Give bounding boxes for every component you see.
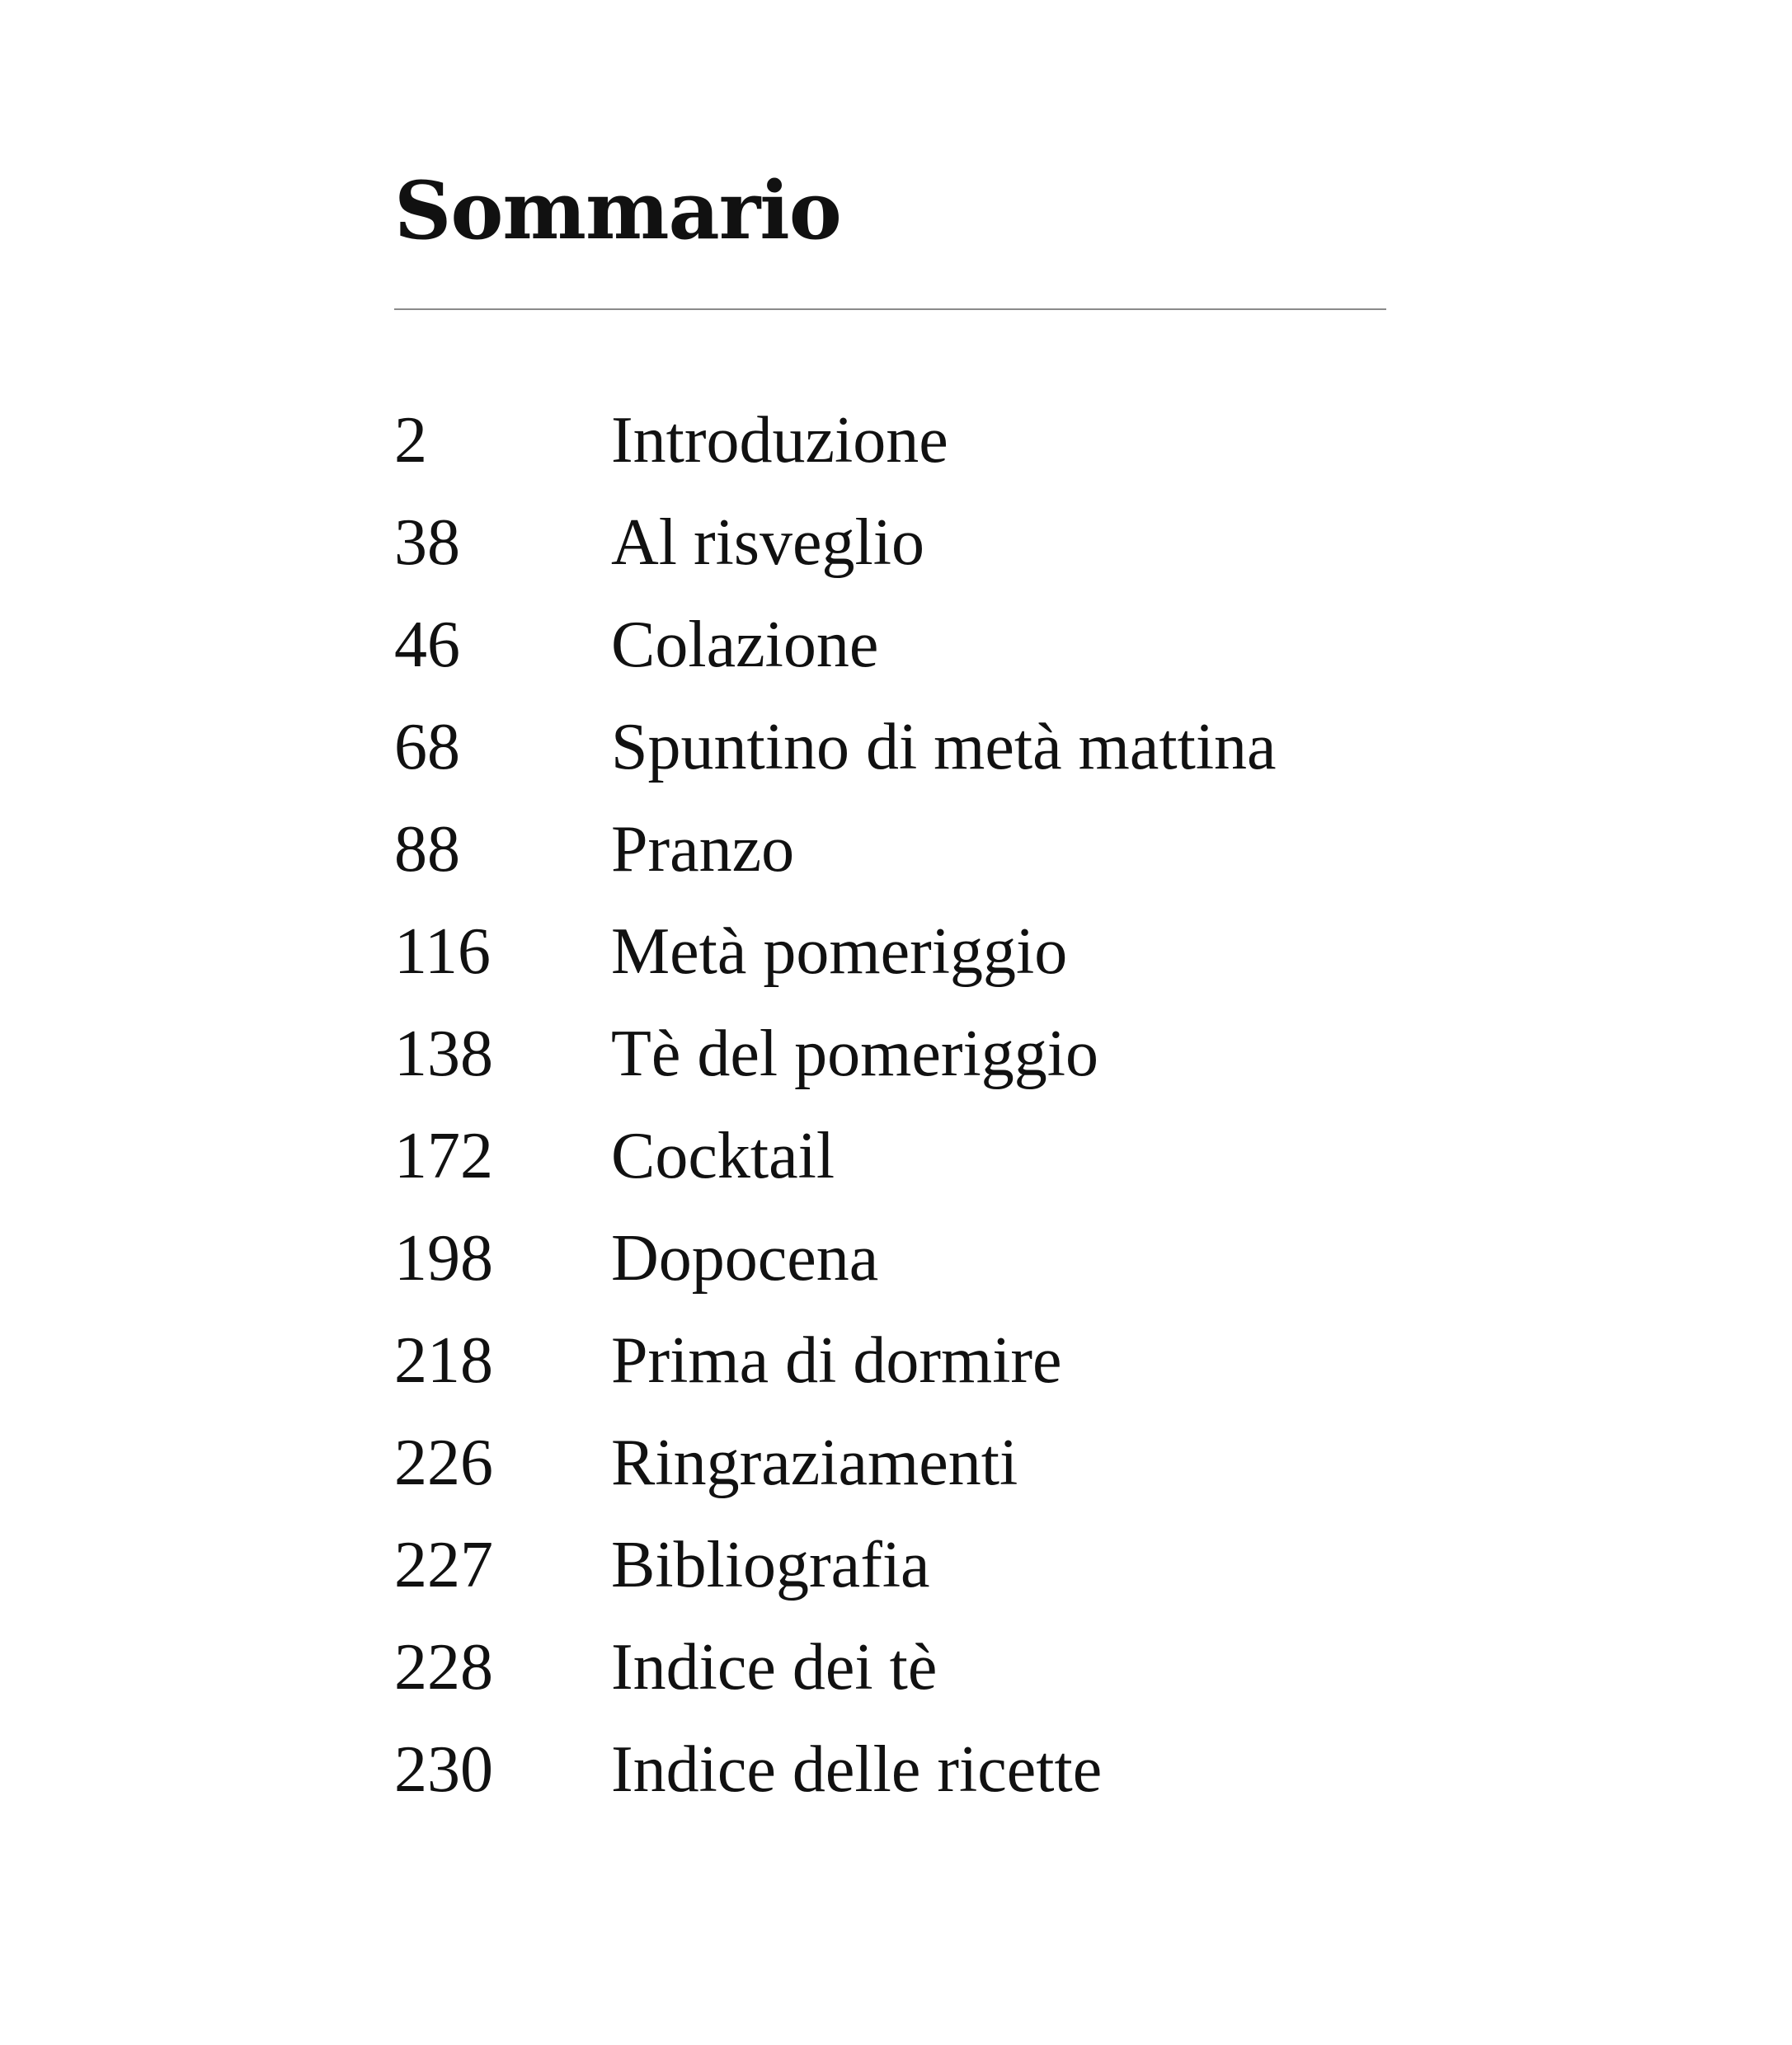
page-title: Sommario: [394, 164, 841, 257]
toc-chapter-title: Al risveglio: [611, 506, 924, 579]
toc-page-number: 218: [394, 1324, 493, 1397]
toc-entry-bibliografia[interactable]: [394, 1514, 1386, 1616]
toc-entry-introduzione[interactable]: [394, 389, 1386, 491]
toc-entry-dopocena[interactable]: [394, 1207, 1386, 1309]
toc-page-number: 88: [394, 813, 460, 886]
toc-page-number: 138: [394, 1018, 493, 1090]
toc-entry-al-risveglio[interactable]: [394, 491, 1386, 594]
toc-chapter-title: Metà pomeriggio: [611, 915, 1068, 988]
toc-page-number: 226: [394, 1427, 493, 1499]
toc-page-number: 172: [394, 1120, 493, 1192]
toc-chapter-title: Dopocena: [611, 1222, 879, 1295]
toc-chapter-title: Indice delle ricette: [611, 1733, 1103, 1806]
toc-page-number: 2: [394, 404, 427, 477]
toc-entry-te-del-pomeriggio[interactable]: [394, 1003, 1386, 1105]
toc-chapter-title: Introduzione: [611, 404, 948, 477]
toc-page-number: 228: [394, 1631, 493, 1704]
toc-chapter-title: Prima di dormire: [611, 1324, 1062, 1397]
toc-chapter-title: Tè del pomeriggio: [611, 1018, 1098, 1090]
toc-chapter-title: Ringraziamenti: [611, 1427, 1018, 1499]
toc-chapter-title: Pranzo: [611, 813, 795, 886]
toc-chapter-title: Cocktail: [611, 1120, 835, 1192]
toc-entry-spuntino[interactable]: [394, 696, 1386, 798]
toc-chapter-title: Indice dei tè: [611, 1631, 938, 1704]
toc-entry-colazione[interactable]: [394, 594, 1386, 696]
toc-entry-indice-dei-te[interactable]: [394, 1616, 1386, 1718]
title-divider: [394, 308, 1386, 310]
toc-page-number: 230: [394, 1733, 493, 1806]
toc-entry-prima-di-dormire[interactable]: [394, 1309, 1386, 1412]
toc-entry-indice-delle-ricette[interactable]: [394, 1718, 1386, 1821]
toc-page-number: 46: [394, 609, 460, 681]
toc-entry-cocktail[interactable]: [394, 1105, 1386, 1207]
toc-chapter-title: Spuntino di metà mattina: [611, 711, 1277, 783]
toc-entry-pranzo[interactable]: [394, 798, 1386, 900]
toc-page-number: 68: [394, 711, 460, 783]
toc-page-number: 227: [394, 1529, 493, 1601]
toc-page-number: 116: [394, 915, 492, 988]
toc-page-number: 198: [394, 1222, 493, 1295]
toc-page-number: 38: [394, 506, 460, 579]
toc-chapter-title: Bibliografia: [611, 1529, 930, 1601]
toc-entry-meta-pomeriggio[interactable]: [394, 900, 1386, 1003]
toc-chapter-title: Colazione: [611, 609, 879, 681]
toc-entry-ringraziamenti[interactable]: [394, 1412, 1386, 1514]
table-of-contents: [394, 389, 1386, 1821]
